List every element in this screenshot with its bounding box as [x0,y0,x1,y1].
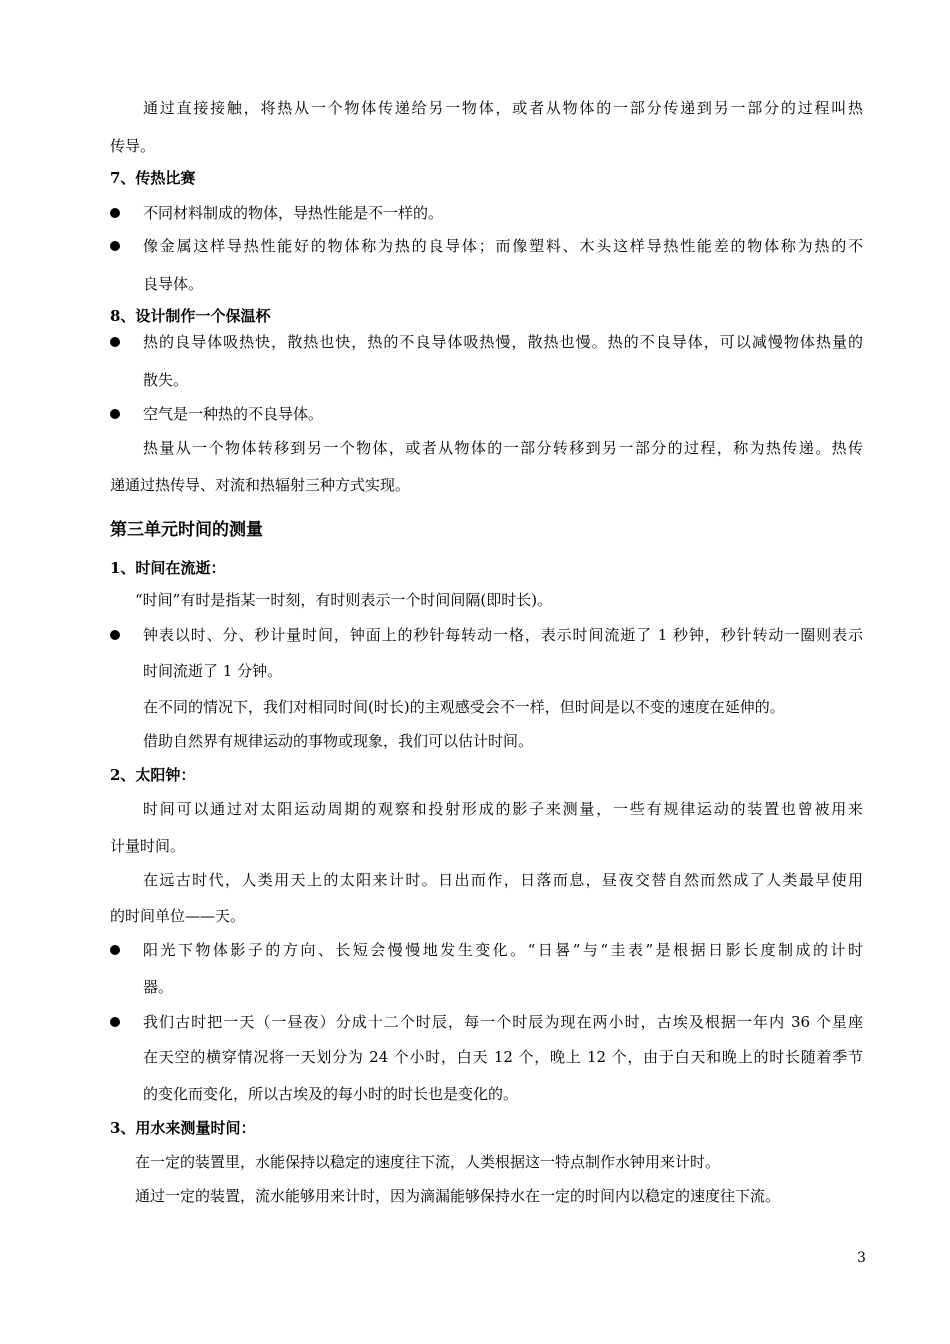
bullet-text: 热的良导体吸热快，散热也快，热的不良导体吸热慢，散热也慢。热的不良导体，可以减慢物体热量的 [143,333,863,351]
section-heading: 1、时间在流逝： [110,559,226,577]
bullet-icon [110,208,120,218]
section-heading: 8、设计制作一个保温杯 [110,307,271,325]
section-heading: 7、传热比赛 [110,169,196,187]
page-number: 3 [857,1250,866,1266]
bullet-icon [110,1017,120,1027]
paragraph-line: 时间可以通过对太阳运动周期的观察和投射形成的影子来测量，一些有规律运动的装置也曾被用来 [143,800,863,818]
bullet-icon [110,241,120,251]
paragraph-line: “时间”有时是指某一时刻，有时则表示一个时间间隔(即时长)。 [135,591,553,609]
bullet-text: 像金属这样导热性能好的物体称为热的良导体；而像塑料、木头这样导热性能差的物体称为热的不 [143,237,863,255]
paragraph-line: 在不同的情况下，我们对相同时间(时长)的主观感受会不一样，但时间是以不变的速度在延伸的。 [143,698,785,716]
paragraph-line: 递通过热传导、对流和热辐射三种方式实现。 [110,476,411,494]
bullet-text: 良导体。 [143,275,204,293]
bullet-text: 阳光下物体影子的方向、长短会慢慢地发生变化。“日晷”与“圭表”是根据日影长度制成的计时 [143,941,863,959]
bullet-icon [110,409,120,419]
paragraph-line: 通过一定的装置，流水能够用来计时，因为滴漏能够保持水在一定的时间内以稳定的速度往下流。 [135,1187,781,1205]
bullet-icon [110,337,120,347]
paragraph-line: 通过直接接触，将热从一个物体传递给另一物体，或者从物体的一部分传递到另一部分的过程叫热 [143,99,863,117]
bullet-text: 时间流逝了 1 分钟。 [143,662,283,680]
bullet-text: 器。 [143,978,174,996]
bullet-text: 散失。 [143,371,189,389]
paragraph-line: 传导。 [110,137,156,155]
unit-title: 第三单元时间的测量 [110,520,263,540]
bullet-text: 钟表以时、分、秒计量时间，钟面上的秒针每转动一格，表示时间流逝了 1 秒钟，秒针转动一圈则表示 [143,626,863,644]
bullet-icon [110,945,120,955]
section-heading: 2、太阳钟： [110,766,196,784]
bullet-text: 的变化而变化，所以古埃及的每小时的时长也是变化的。 [143,1085,519,1103]
bullet-text: 空气是一种热的不良导体。 [143,405,324,423]
paragraph-line: 借助自然界有规律运动的事物或现象，我们可以估计时间。 [143,732,534,750]
paragraph-line: 在一定的装置里，水能保持以稳定的速度往下流，人类根据这一特点制作水钟用来计时。 [135,1153,721,1171]
bullet-text: 在天空的横穿情况将一天划分为 24 个小时，白天 12 个，晚上 12 个，由于白天和晚上的时长随着季节 [143,1048,863,1066]
bullet-text: 我们古时把一天（一昼夜）分成十二个时辰，每一个时辰为现在两小时，古埃及根据一年内 36 个星座 [143,1013,863,1031]
section-heading: 3、用水来测量时间： [110,1119,256,1137]
bullet-icon [110,630,120,640]
bullet-text: 不同材料制成的物体，导热性能是不一样的。 [143,204,444,222]
paragraph-line: 的时间单位——天。 [110,907,246,925]
paragraph-line: 在远古时代，人类用天上的太阳来计时。日出而作，日落而息，昼夜交替自然而然成了人类最早使用 [143,871,863,889]
paragraph-line: 热量从一个物体转移到另一个物体，或者从物体的一部分转移到另一部分的过程，称为热传递。热传 [143,439,863,457]
paragraph-line: 计量时间。 [110,837,186,855]
